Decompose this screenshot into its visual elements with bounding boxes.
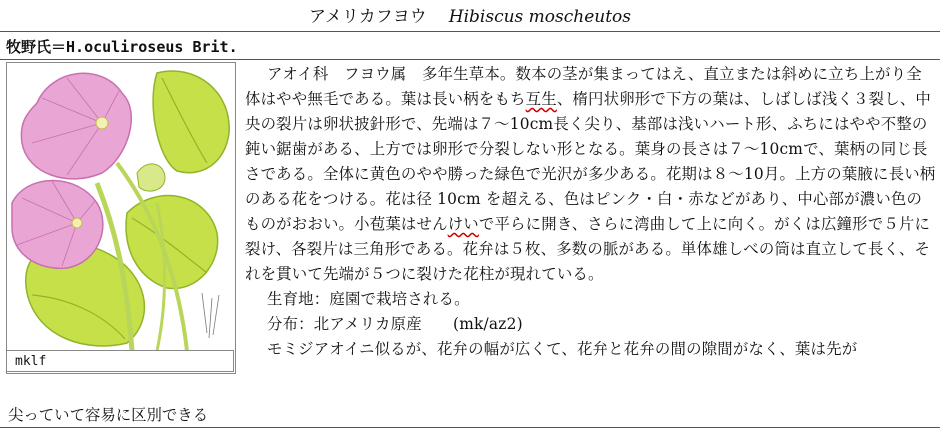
hibiscus-illustration-icon — [7, 63, 235, 351]
synonym-line — [6, 36, 238, 58]
synonym-label: 牧野氏＝ — [6, 38, 67, 56]
bottom-divider — [0, 427, 940, 428]
latin-name: Hibiscus moscheutos — [448, 7, 632, 27]
comparison-note: モミジアオイニ似るが、花弁の幅が広くて、花弁と花弁の間の隙間がなく、葉は先が — [267, 340, 858, 358]
japanese-name: アメリカフヨウ — [308, 7, 427, 27]
description-block — [245, 62, 937, 362]
page-title — [0, 6, 940, 28]
title-divider — [0, 31, 940, 32]
comparison-note-continued: 尖っていて容易に区別できる — [8, 406, 209, 424]
figure-caption: mklf — [6, 350, 234, 372]
plant-illustration — [6, 62, 236, 374]
habitat-line: 生育地：庭園で栽培される。 — [267, 290, 470, 308]
distribution-line: 分布：北アメリカ原産 (mk/az2) — [267, 315, 523, 333]
synonym-scientific: H.oculiroseus Brit. — [66, 38, 238, 56]
synonym-divider — [0, 59, 940, 60]
description-main: アオイ科 フヨウ属 多年生草本。数本の茎が集まってはえ、直立または斜めに立ち上がり全体はやや無毛である。葉は長い柄をもち互生、楕円状卵形で下方の葉は、しばしば浅く３裂し、中央の裂片は卵状披針形で、先端は７～10cm長く尖り、基部は浅いハート形、ふちにはやや不整の鈍い鋸歯がある、上方では卵形で分裂しない形となる。葉身の長さは７～10cmで、葉柄の同じ長さである。全体に黄色のやや勝った緑色で光沢が多少ある。花期は８～10月。上方の葉腋に長い柄のある花をつける。花は径 10cm を超える、色はピンク・白・赤などがあり、中心部が濃い色のものがおおい。小苞葉はせんけいで平らに開き、さらに湾曲して上に向く。がくは広鐘形で５片に裂け、各裂片は三角形である。花弁は５枚、多数の脈がある。単体雄しべの筒は直立して長く、それを貫いて先端が５つに裂けた花柱が現れている。 — [245, 65, 936, 283]
